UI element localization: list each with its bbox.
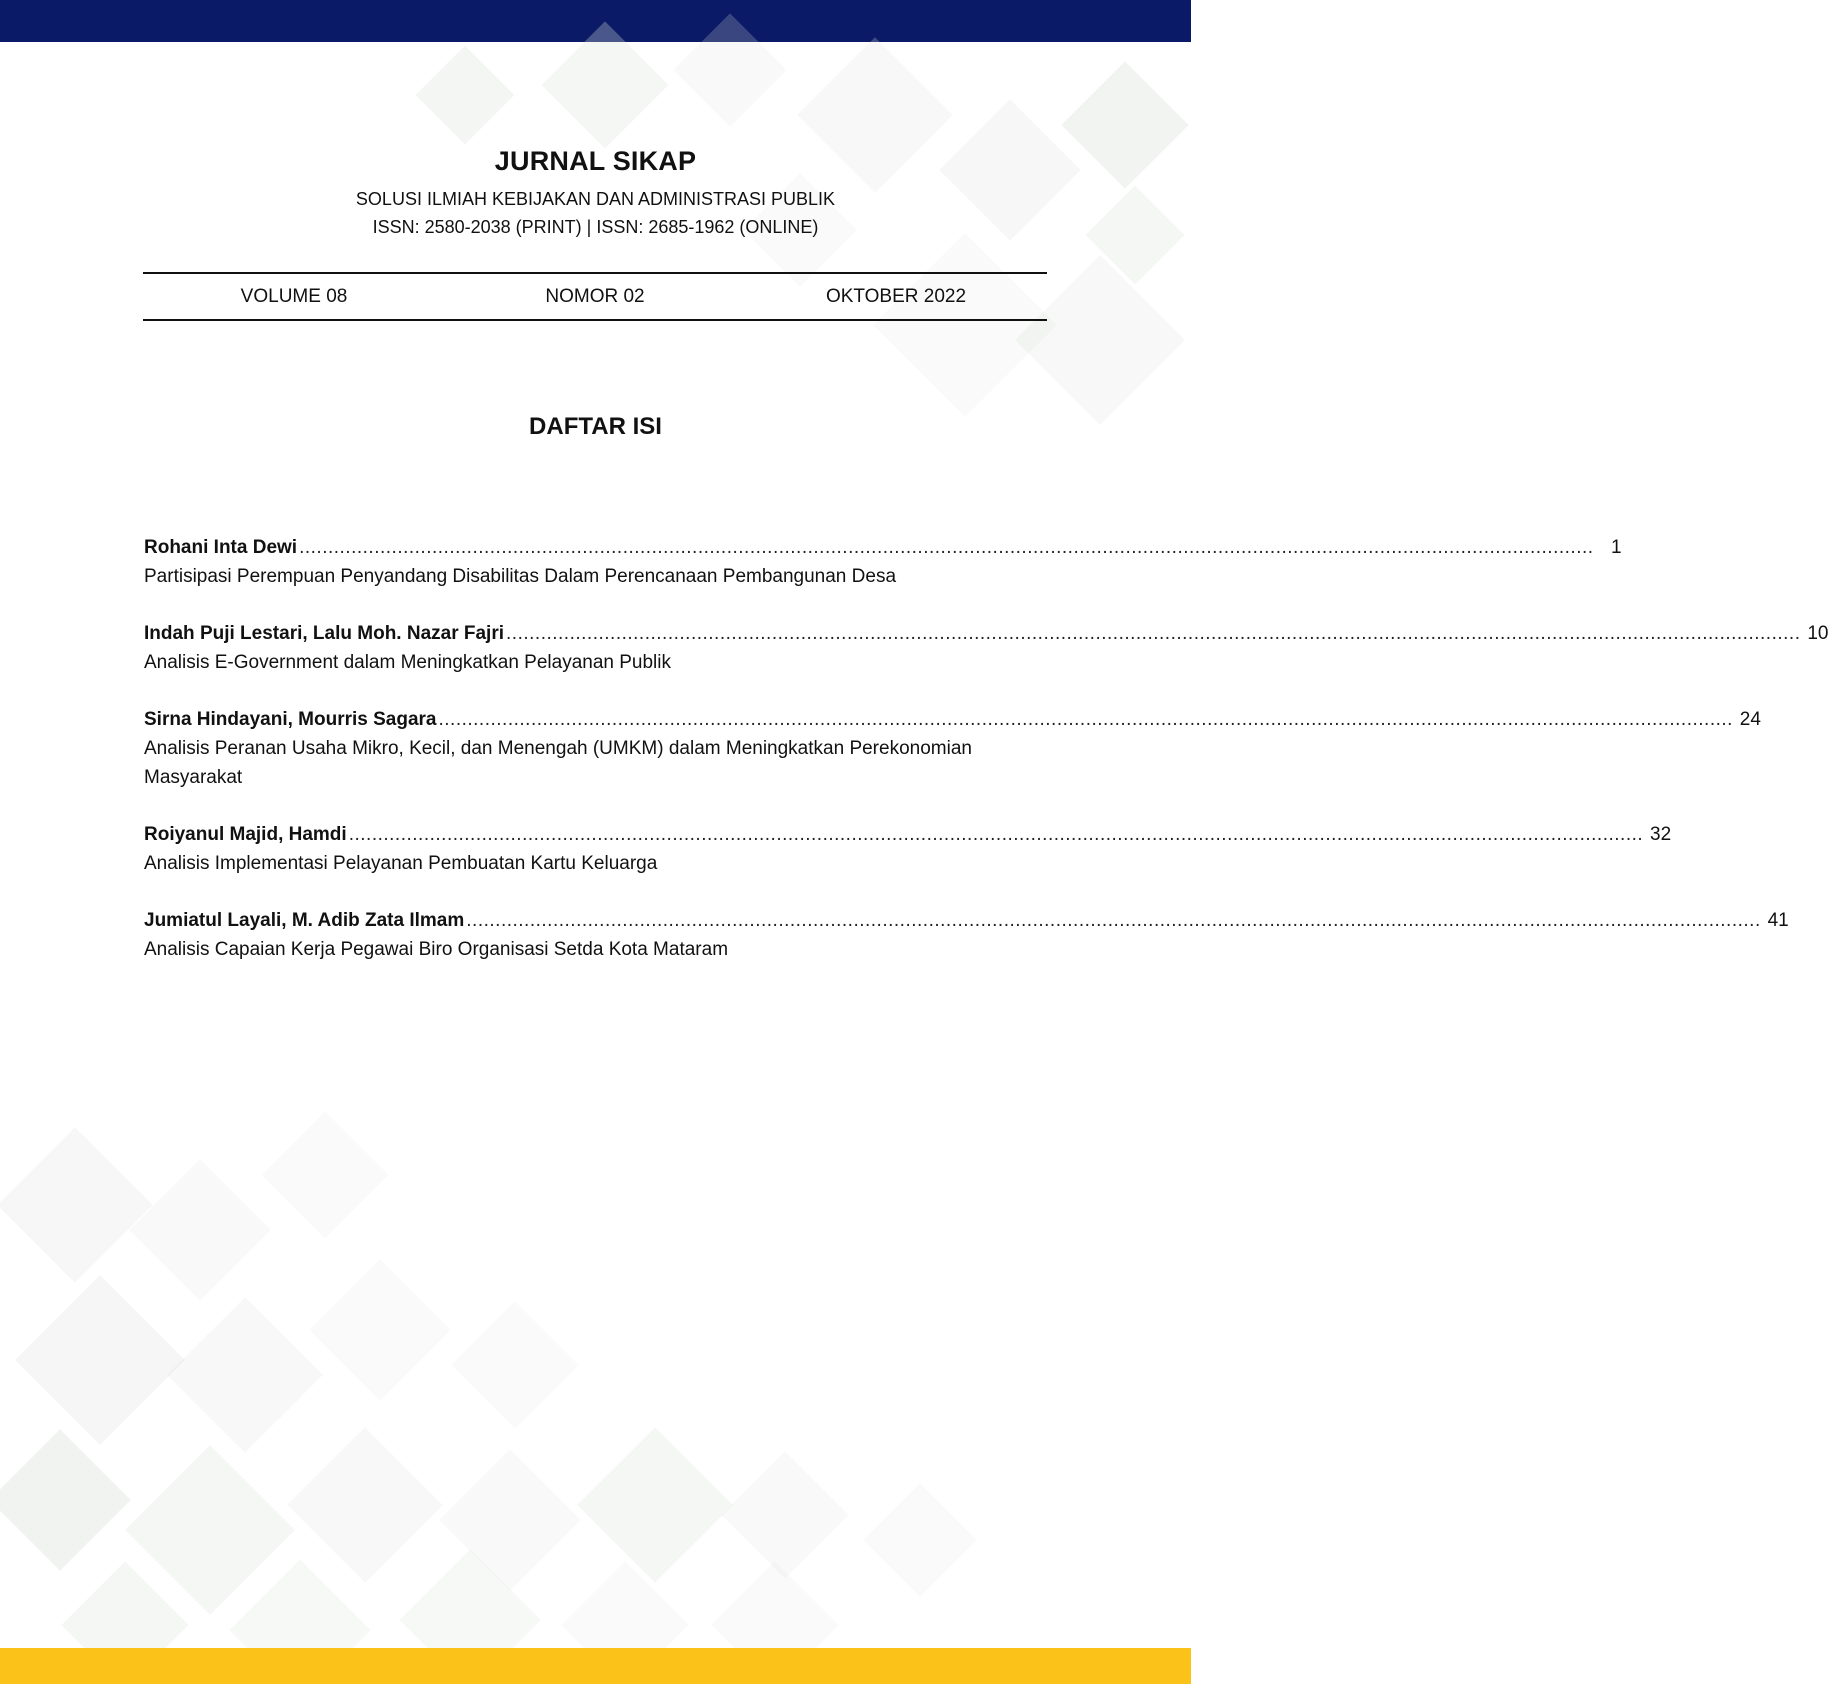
table-of-contents [144,533,1828,992]
toc-entry[interactable] [144,705,1761,792]
toc-page-number: 24 [1739,709,1761,730]
toc-entry-line [144,705,1761,734]
toc-entry-line [144,906,1789,935]
toc-page-number: 32 [1650,824,1672,845]
toc-article-title: Analisis Peranan Usaha Mikro, Kecil, dan Menengah (UMKM) dalam Meningkatkan Perekonomian Masyarakat [144,738,972,788]
toc-article-title: Analisis Capaian Kerja Pegawai Biro Organisasi Setda Kota Mataram [144,939,729,960]
journal-subtitle: SOLUSI ILMIAH KEBIJAKAN DAN ADMINISTRASI PUBLIK [355,189,836,209]
toc-authors: Rohani Inta Dewi [144,537,298,558]
dot-leader: ................................................................................................................................................................................................................................ [438,709,1733,730]
toc-entry[interactable] [144,820,1672,878]
toc-entry-line [144,820,1672,849]
toc-authors: Roiyanul Majid, Hamdi [144,824,347,845]
toc-entry-line [144,533,1622,562]
issue-number: NOMOR 02 [545,286,645,307]
journal-title: JURNAL SIKAP [494,146,697,176]
issue-volume: VOLUME 08 [240,286,348,307]
toc-page-number: 41 [1767,910,1789,931]
toc-authors: Jumiatul Layali, M. Adib Zata Ilmam [144,910,465,931]
toc-entry[interactable] [144,619,1828,677]
dot-leader: ................................................................................................................................................................................................................................ [466,910,1761,931]
issue-rule-bottom [143,319,1047,321]
dot-leader: ................................................................................................................................................................................................................................ [348,824,1644,845]
toc-entry[interactable] [144,533,1622,591]
issue-date: OKTOBER 2022 [825,286,967,307]
toc-article-title: Analisis E-Government dalam Meningkatkan Pelayanan Publik [144,652,671,673]
journal-issn: ISSN: 2580-2038 (PRINT) | ISSN: 2685-1962 (ONLINE) [372,217,819,237]
toc-authors: Indah Puji Lestari, Lalu Moh. Nazar Fajri [144,623,505,644]
dot-leader: ................................................................................................................................................................................................................................ [506,623,1801,644]
toc-heading: DAFTAR ISI [529,413,662,440]
toc-page-number: 10 [1807,623,1828,644]
toc-article-title: Partisipasi Perempuan Penyandang Disabilitas Dalam Perencanaan Pembangunan Desa [144,566,897,587]
toc-page-number: 1 [1610,537,1622,558]
toc-authors: Sirna Hindayani, Mourris Sagara [144,709,437,730]
toc-entry[interactable] [144,906,1789,964]
toc-article-title: Analisis Implementasi Pelayanan Pembuatan Kartu Keluarga [144,853,658,874]
toc-entry-line [144,619,1828,648]
dot-leader: ................................................................................................................................................................................................................................ [299,537,1594,558]
issue-rule-top [143,272,1047,274]
